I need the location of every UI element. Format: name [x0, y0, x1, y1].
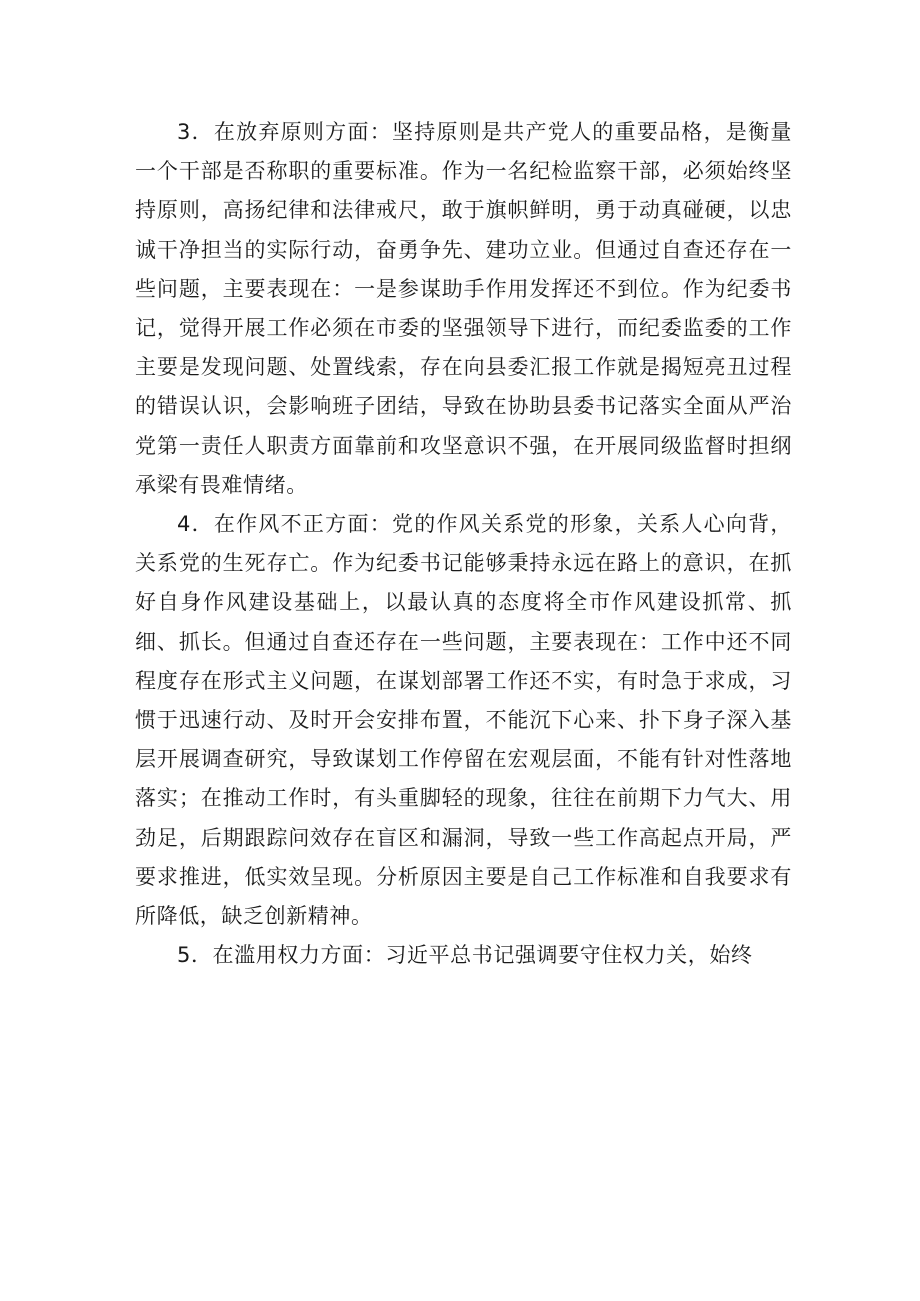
paragraph-power-abuse: 5．在滥用权力方面：习近平总书记强调要守住权力关，始终 [177, 943, 753, 968]
document-body [135, 113, 792, 975]
paragraph-work-style: 4．在作风不正方面：党的作风关系党的形象，关系人心向背，关系党的生死存亡。作为纪委书记能够秉持永远在路上的意识，在抓好自身作风建设基础上，以最认真的态度将全市作风建设抓常、抓细、抓长。但通过自查还存在一些问题，主要表现在：工作中还不同程度存在形式主义问题，在谋划部署工作还不实，有时急于求成，习惯于迅速行动、及时开会安排布置，不能沉下心来、扑下身子深入基层开展调查研究，导致谋划工作停留在宏观层面，不能有针对性落地落实；在推动工作时，有头重脚轻的现象，往往在前期下力气大、用劲足，后期跟踪问效存在盲区和漏洞，导致一些工作高起点开局，严要求推进，低实效呈现。分析原因主要是自己工作标准和自我要求有所降低，缺乏创新精神。 [135, 512, 792, 929]
paragraph-principle: 3．在放弃原则方面：坚持原则是共产党人的重要品格，是衡量一个干部是否称职的重要标准。作为一名纪检监察干部，必须始终坚持原则，高扬纪律和法律戒尺，敢于旗帜鲜明，勇于动真碰硬，以忠诚干净担当的实际行动，奋勇争先、建功立业。但通过自查还存在一些问题，主要表现在：一是参谋助手作用发挥还不到位。作为纪委书记，觉得开展工作必须在市委的坚强领导下进行，而纪委监委的工作主要是发现问题、处置线索，存在向县委汇报工作就是揭短亮丑过程的错误认识，会影响班子团结，导致在协助县委书记落实全面从严治党第一责任人职责方面靠前和攻坚意识不强，在开展同级监督时担纲承梁有畏难情绪。 [135, 120, 792, 497]
